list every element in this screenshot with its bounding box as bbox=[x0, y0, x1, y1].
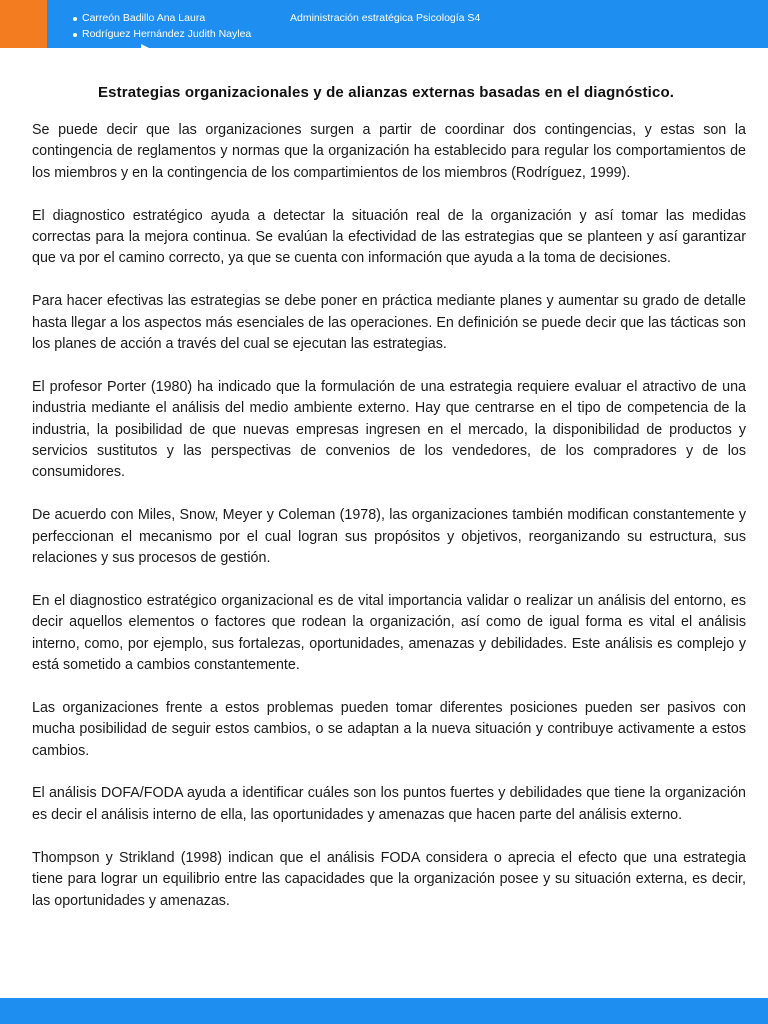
paragraph: El diagnostico estratégico ayuda a detectar la situación real de la organización y así tomar las medidas correctas para la mejora continua. Se evalúan la efectividad de las estrategias que se planteen y así garantizar que va por el camino correcto, ya que se cuenta con información que ayuda a la toma de decisiones. bbox=[32, 207, 746, 267]
paragraph: En el diagnostico estratégico organizacional es de vital importancia validar o realizar un análisis del entorno, es decir aquellos elementos o factores que rodean la organización, así como de igual forma es vital el análisis interno, como, por ejemplo, sus fortalezas, oportunidades, amenazas y debilidades. Este análisis es complejo y está sometido a cambios constantemente. bbox=[32, 592, 746, 674]
footer-band bbox=[0, 998, 768, 1024]
header-accent-block bbox=[0, 0, 47, 48]
author-name: Carreón Badillo Ana Laura bbox=[70, 11, 251, 27]
paragraph: De acuerdo con Miles, Snow, Meyer y Coleman (1978), las organizaciones también modifican constantemente y perfeccionan el mecanismo por el cual logran sus propósitos y objetivos, reorganizando su estructura, sus relaciones y sus procesos de gestión. bbox=[32, 507, 746, 567]
course-label: Administración estratégica Psicología S4 bbox=[290, 12, 481, 24]
document-title: Estrategias organizacionales y de alianzas externas basadas en el diagnóstico. bbox=[98, 84, 675, 101]
paragraph: Thompson y Strikland (1998) indican que el análisis FODA considera o aprecia el efecto que una estrategia tiene para lograr un equilibrio entre las capacidades que la organización posee y su situación externa, es decir, las oportunidades y amenazas. bbox=[32, 849, 746, 909]
paragraph: El profesor Porter (1980) ha indicado que la formulación de una estrategia requiere evaluar el atractivo de una industria mediante el análisis del medio ambiente externo. Hay que centrarse en el tipo de competencia de la industria, la posibilidad de que nuevas empresas ingresen en el mercado, la disponibilidad de productos y servicios sustitutos y las perspectivas de convenios de los vendedores, de los compradores y de los consumidores. bbox=[32, 378, 746, 481]
paragraph: Las organizaciones frente a estos problemas pueden tomar diferentes posiciones pueden ser pasivos con mucha posibilidad de seguir estos cambios, o se adaptan a la nueva situación y contribuye activamente a estos cambios. bbox=[32, 699, 746, 759]
paragraph: Se puede decir que las organizaciones surgen a partir de coordinar dos contingencias, y estas son la contingencia de reglamentos y normas que la organización ha establecido para regular los comportamientos de los miembros y en la contingencia de los compartimientos de los miembros (Rodríguez, 1999). bbox=[32, 122, 746, 181]
paragraph: El análisis DOFA/FODA ayuda a identificar cuáles son los puntos fuertes y debilidades que tiene la organización es decir el análisis interno de ella, las oportunidades y amenazas que hacen parte del análisis externo. bbox=[32, 785, 746, 823]
author-name: Rodríguez Hernández Judith Naylea bbox=[70, 27, 251, 43]
document-body bbox=[32, 120, 746, 933]
author-list bbox=[70, 11, 251, 42]
paragraph: Para hacer efectivas las estrategias se debe poner en práctica mediante planes y aumentar su grado de detalle hasta llegar a los aspectos más esenciales de las operaciones. En definición se puede decir que las tácticas son los planes de acción a través del cual se ejecutan las estrategias. bbox=[32, 293, 746, 353]
header-chevron-icon bbox=[141, 44, 149, 52]
